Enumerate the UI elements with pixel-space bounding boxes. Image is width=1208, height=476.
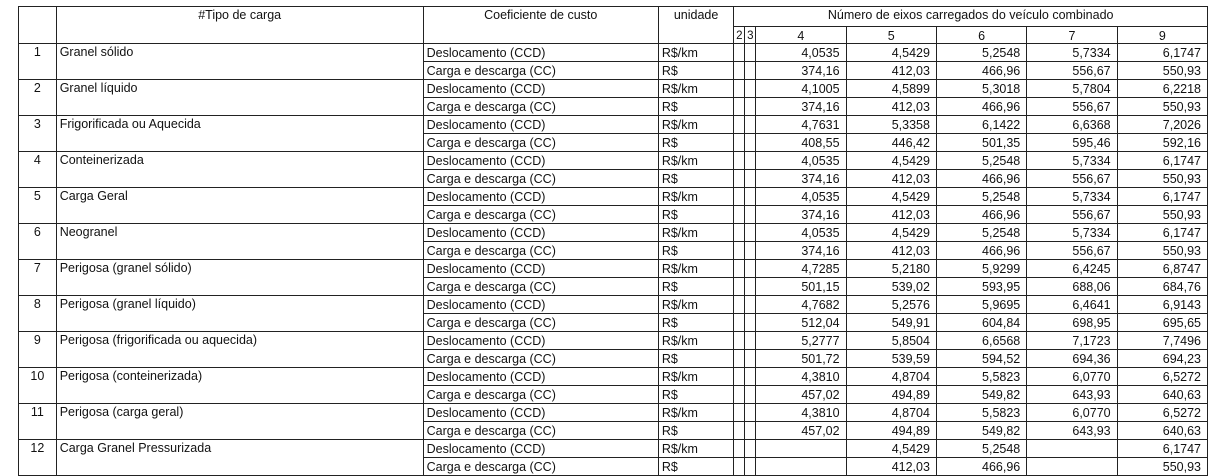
value-axis-7: 6,4641 <box>1027 296 1117 314</box>
coef-ccd-label: Deslocamento (CCD) <box>423 80 658 98</box>
axis-header-5: 5 <box>846 27 936 44</box>
row-number: 12 <box>19 440 57 476</box>
value-axis-7: 643,93 <box>1027 422 1117 440</box>
value-axis-4: 4,0535 <box>756 152 846 170</box>
value-axis-3 <box>745 224 756 242</box>
value-axis-2 <box>734 80 745 98</box>
value-axis-7: 6,0770 <box>1027 368 1117 386</box>
value-axis-7: 556,67 <box>1027 98 1117 116</box>
value-axis-7: 556,67 <box>1027 170 1117 188</box>
value-axis-7: 556,67 <box>1027 206 1117 224</box>
value-axis-2 <box>734 386 745 404</box>
table-row <box>19 404 1208 422</box>
unit-cc: R$ <box>658 134 734 152</box>
header-coef: Coeficiente de custo <box>423 7 658 44</box>
value-axis-7: 688,06 <box>1027 278 1117 296</box>
table-row <box>19 80 1208 98</box>
value-axis-4: 4,0535 <box>756 44 846 62</box>
unit-cc: R$ <box>658 206 734 224</box>
value-axis-9: 695,65 <box>1117 314 1207 332</box>
value-axis-4: 374,16 <box>756 206 846 224</box>
value-axis-7: 698,95 <box>1027 314 1117 332</box>
value-axis-6: 604,84 <box>936 314 1026 332</box>
unit-cc: R$ <box>658 242 734 260</box>
axis-header-2: 2 <box>734 27 745 44</box>
coef-cc-label: Carga e descarga (CC) <box>423 458 658 476</box>
value-axis-6: 5,9299 <box>936 260 1026 278</box>
value-axis-4: 4,7682 <box>756 296 846 314</box>
value-axis-3 <box>745 134 756 152</box>
value-axis-2 <box>734 422 745 440</box>
header-eixos: Número de eixos carregados do veículo combinado <box>734 7 1208 27</box>
unit-cc: R$ <box>658 350 734 368</box>
value-axis-5: 412,03 <box>846 98 936 116</box>
table-row <box>19 224 1208 242</box>
unit-cc: R$ <box>658 98 734 116</box>
value-axis-6: 466,96 <box>936 170 1026 188</box>
value-axis-9: 640,63 <box>1117 386 1207 404</box>
row-number: 8 <box>19 296 57 332</box>
unit-ccd: R$/km <box>658 296 734 314</box>
value-axis-5: 5,2180 <box>846 260 936 278</box>
value-axis-7: 694,36 <box>1027 350 1117 368</box>
cargo-type: Perigosa (conteinerizada) <box>56 368 423 404</box>
value-axis-9: 6,1747 <box>1117 188 1207 206</box>
value-axis-5: 412,03 <box>846 458 936 476</box>
coef-ccd-label: Deslocamento (CCD) <box>423 368 658 386</box>
value-axis-6: 6,6568 <box>936 332 1026 350</box>
value-axis-4: 408,55 <box>756 134 846 152</box>
cargo-type: Granel líquido <box>56 80 423 116</box>
value-axis-6: 466,96 <box>936 458 1026 476</box>
value-axis-5: 539,02 <box>846 278 936 296</box>
coef-cc-label: Carga e descarga (CC) <box>423 170 658 188</box>
header-row <box>19 7 1208 27</box>
value-axis-9: 6,8747 <box>1117 260 1207 278</box>
value-axis-3 <box>745 440 756 458</box>
value-axis-2 <box>734 206 745 224</box>
value-axis-5: 4,5429 <box>846 224 936 242</box>
value-axis-7: 5,7334 <box>1027 188 1117 206</box>
coef-cc-label: Carga e descarga (CC) <box>423 62 658 80</box>
header-num <box>19 7 57 44</box>
value-axis-5: 4,8704 <box>846 368 936 386</box>
cargo-type: Carga Geral <box>56 188 423 224</box>
coef-ccd-label: Deslocamento (CCD) <box>423 44 658 62</box>
value-axis-6: 593,95 <box>936 278 1026 296</box>
value-axis-9: 6,1747 <box>1117 440 1207 458</box>
value-axis-2 <box>734 62 745 80</box>
table-row <box>19 116 1208 134</box>
value-axis-9: 550,93 <box>1117 458 1207 476</box>
unit-cc: R$ <box>658 62 734 80</box>
value-axis-4: 501,15 <box>756 278 846 296</box>
value-axis-2 <box>734 260 745 278</box>
value-axis-4: 4,7285 <box>756 260 846 278</box>
cargo-type: Perigosa (carga geral) <box>56 404 423 440</box>
value-axis-2 <box>734 458 745 476</box>
value-axis-7: 556,67 <box>1027 242 1117 260</box>
value-axis-5: 5,3358 <box>846 116 936 134</box>
value-axis-4: 5,2777 <box>756 332 846 350</box>
value-axis-6: 5,3018 <box>936 80 1026 98</box>
value-axis-9: 7,2026 <box>1117 116 1207 134</box>
value-axis-5: 4,5899 <box>846 80 936 98</box>
unit-cc: R$ <box>658 170 734 188</box>
value-axis-3 <box>745 98 756 116</box>
value-axis-9: 7,7496 <box>1117 332 1207 350</box>
coef-ccd-label: Deslocamento (CCD) <box>423 116 658 134</box>
coef-ccd-label: Deslocamento (CCD) <box>423 404 658 422</box>
value-axis-6: 466,96 <box>936 98 1026 116</box>
cargo-type: Perigosa (frigorificada ou aquecida) <box>56 332 423 368</box>
coef-cc-label: Carga e descarga (CC) <box>423 278 658 296</box>
value-axis-3 <box>745 422 756 440</box>
value-axis-9: 6,5272 <box>1117 404 1207 422</box>
value-axis-3 <box>745 386 756 404</box>
axis-header-3: 3 <box>745 27 756 44</box>
value-axis-4: 501,72 <box>756 350 846 368</box>
value-axis-4: 512,04 <box>756 314 846 332</box>
value-axis-9: 6,1747 <box>1117 44 1207 62</box>
unit-ccd: R$/km <box>658 332 734 350</box>
value-axis-6: 466,96 <box>936 242 1026 260</box>
axis-header-7: 7 <box>1027 27 1117 44</box>
value-axis-5: 4,8704 <box>846 404 936 422</box>
value-axis-9: 6,2218 <box>1117 80 1207 98</box>
table-row <box>19 296 1208 314</box>
value-axis-4: 457,02 <box>756 386 846 404</box>
value-axis-9: 592,16 <box>1117 134 1207 152</box>
value-axis-5: 539,59 <box>846 350 936 368</box>
value-axis-3 <box>745 170 756 188</box>
value-axis-4: 4,0535 <box>756 224 846 242</box>
value-axis-3 <box>745 188 756 206</box>
value-axis-4: 374,16 <box>756 62 846 80</box>
value-axis-3 <box>745 350 756 368</box>
value-axis-6: 5,2548 <box>936 440 1026 458</box>
value-axis-6: 466,96 <box>936 62 1026 80</box>
value-axis-4: 4,0535 <box>756 188 846 206</box>
value-axis-9: 550,93 <box>1117 62 1207 80</box>
value-axis-2 <box>734 350 745 368</box>
coef-ccd-label: Deslocamento (CCD) <box>423 332 658 350</box>
coef-ccd-label: Deslocamento (CCD) <box>423 296 658 314</box>
table-row <box>19 152 1208 170</box>
coef-ccd-label: Deslocamento (CCD) <box>423 440 658 458</box>
table-row <box>19 368 1208 386</box>
value-axis-4: 4,7631 <box>756 116 846 134</box>
value-axis-2 <box>734 296 745 314</box>
value-axis-5: 446,42 <box>846 134 936 152</box>
value-axis-7: 5,7334 <box>1027 44 1117 62</box>
header-unidade: unidade <box>658 7 734 44</box>
value-axis-5: 549,91 <box>846 314 936 332</box>
value-axis-5: 412,03 <box>846 62 936 80</box>
value-axis-3 <box>745 242 756 260</box>
row-number: 10 <box>19 368 57 404</box>
header-tipo: #Tipo de carga <box>56 7 423 44</box>
value-axis-9: 6,5272 <box>1117 368 1207 386</box>
value-axis-9: 6,1747 <box>1117 224 1207 242</box>
value-axis-9: 550,93 <box>1117 242 1207 260</box>
value-axis-3 <box>745 458 756 476</box>
table-row <box>19 332 1208 350</box>
unit-ccd: R$/km <box>658 80 734 98</box>
value-axis-7: 7,1723 <box>1027 332 1117 350</box>
value-axis-5: 412,03 <box>846 242 936 260</box>
value-axis-7: 643,93 <box>1027 386 1117 404</box>
row-number: 11 <box>19 404 57 440</box>
value-axis-5: 4,5429 <box>846 440 936 458</box>
cargo-type: Conteinerizada <box>56 152 423 188</box>
cargo-type: Perigosa (granel sólido) <box>56 260 423 296</box>
value-axis-7: 6,6368 <box>1027 116 1117 134</box>
axis-header-4: 4 <box>756 27 846 44</box>
row-number: 1 <box>19 44 57 80</box>
value-axis-6: 5,2548 <box>936 224 1026 242</box>
row-number: 5 <box>19 188 57 224</box>
value-axis-3 <box>745 44 756 62</box>
value-axis-4: 4,3810 <box>756 404 846 422</box>
coef-ccd-label: Deslocamento (CCD) <box>423 188 658 206</box>
axis-header-9: 9 <box>1117 27 1207 44</box>
value-axis-6: 5,2548 <box>936 152 1026 170</box>
value-axis-9: 550,93 <box>1117 170 1207 188</box>
unit-ccd: R$/km <box>658 152 734 170</box>
value-axis-9: 694,23 <box>1117 350 1207 368</box>
value-axis-2 <box>734 368 745 386</box>
value-axis-5: 4,5429 <box>846 188 936 206</box>
value-axis-3 <box>745 404 756 422</box>
cargo-type: Perigosa (granel líquido) <box>56 296 423 332</box>
value-axis-5: 412,03 <box>846 170 936 188</box>
value-axis-2 <box>734 134 745 152</box>
value-axis-5: 5,8504 <box>846 332 936 350</box>
coef-ccd-label: Deslocamento (CCD) <box>423 260 658 278</box>
row-number: 9 <box>19 332 57 368</box>
value-axis-2 <box>734 440 745 458</box>
value-axis-7: 595,46 <box>1027 134 1117 152</box>
value-axis-6: 549,82 <box>936 422 1026 440</box>
value-axis-9: 550,93 <box>1117 206 1207 224</box>
value-axis-3 <box>745 332 756 350</box>
value-axis-2 <box>734 44 745 62</box>
unit-cc: R$ <box>658 314 734 332</box>
unit-ccd: R$/km <box>658 116 734 134</box>
cargo-type: Carga Granel Pressurizada <box>56 440 423 476</box>
value-axis-4: 4,3810 <box>756 368 846 386</box>
value-axis-6: 5,9695 <box>936 296 1026 314</box>
value-axis-2 <box>734 116 745 134</box>
coef-ccd-label: Deslocamento (CCD) <box>423 152 658 170</box>
unit-ccd: R$/km <box>658 404 734 422</box>
value-axis-2 <box>734 332 745 350</box>
coef-cc-label: Carga e descarga (CC) <box>423 314 658 332</box>
unit-ccd: R$/km <box>658 368 734 386</box>
unit-cc: R$ <box>658 458 734 476</box>
freight-cost-table <box>18 6 1208 476</box>
cargo-type: Frigorificada ou Aquecida <box>56 116 423 152</box>
value-axis-2 <box>734 314 745 332</box>
value-axis-4 <box>756 440 846 458</box>
row-number: 2 <box>19 80 57 116</box>
value-axis-5: 412,03 <box>846 206 936 224</box>
coef-cc-label: Carga e descarga (CC) <box>423 134 658 152</box>
value-axis-6: 6,1422 <box>936 116 1026 134</box>
unit-ccd: R$/km <box>658 44 734 62</box>
value-axis-2 <box>734 242 745 260</box>
value-axis-4: 374,16 <box>756 242 846 260</box>
value-axis-2 <box>734 404 745 422</box>
table-row <box>19 440 1208 458</box>
value-axis-5: 494,89 <box>846 386 936 404</box>
value-axis-2 <box>734 98 745 116</box>
value-axis-7 <box>1027 440 1117 458</box>
value-axis-9: 684,76 <box>1117 278 1207 296</box>
value-axis-7: 6,4245 <box>1027 260 1117 278</box>
value-axis-7: 5,7804 <box>1027 80 1117 98</box>
value-axis-3 <box>745 152 756 170</box>
row-number: 7 <box>19 260 57 296</box>
value-axis-4: 4,1005 <box>756 80 846 98</box>
value-axis-9: 640,63 <box>1117 422 1207 440</box>
value-axis-6: 549,82 <box>936 386 1026 404</box>
coef-cc-label: Carga e descarga (CC) <box>423 386 658 404</box>
value-axis-5: 4,5429 <box>846 44 936 62</box>
value-axis-6: 466,96 <box>936 206 1026 224</box>
value-axis-4: 374,16 <box>756 170 846 188</box>
value-axis-6: 5,2548 <box>936 44 1026 62</box>
table-row <box>19 188 1208 206</box>
unit-ccd: R$/km <box>658 188 734 206</box>
value-axis-3 <box>745 296 756 314</box>
value-axis-3 <box>745 260 756 278</box>
value-axis-6: 5,5823 <box>936 368 1026 386</box>
coef-cc-label: Carga e descarga (CC) <box>423 422 658 440</box>
value-axis-5: 494,89 <box>846 422 936 440</box>
value-axis-7: 5,7334 <box>1027 224 1117 242</box>
value-axis-7: 556,67 <box>1027 62 1117 80</box>
row-number: 3 <box>19 116 57 152</box>
value-axis-3 <box>745 368 756 386</box>
coef-cc-label: Carga e descarga (CC) <box>423 98 658 116</box>
value-axis-5: 4,5429 <box>846 152 936 170</box>
coef-cc-label: Carga e descarga (CC) <box>423 242 658 260</box>
coef-ccd-label: Deslocamento (CCD) <box>423 224 658 242</box>
value-axis-2 <box>734 152 745 170</box>
value-axis-5: 5,2576 <box>846 296 936 314</box>
unit-ccd: R$/km <box>658 260 734 278</box>
value-axis-6: 501,35 <box>936 134 1026 152</box>
axis-header-6: 6 <box>936 27 1026 44</box>
value-axis-4 <box>756 458 846 476</box>
value-axis-6: 594,52 <box>936 350 1026 368</box>
value-axis-2 <box>734 224 745 242</box>
unit-cc: R$ <box>658 386 734 404</box>
unit-cc: R$ <box>658 278 734 296</box>
value-axis-3 <box>745 314 756 332</box>
value-axis-6: 5,2548 <box>936 188 1026 206</box>
table-row <box>19 44 1208 62</box>
value-axis-3 <box>745 62 756 80</box>
row-number: 4 <box>19 152 57 188</box>
cargo-type: Granel sólido <box>56 44 423 80</box>
value-axis-9: 6,9143 <box>1117 296 1207 314</box>
unit-cc: R$ <box>658 422 734 440</box>
row-number: 6 <box>19 224 57 260</box>
value-axis-4: 374,16 <box>756 98 846 116</box>
value-axis-3 <box>745 206 756 224</box>
value-axis-7 <box>1027 458 1117 476</box>
value-axis-9: 6,1747 <box>1117 152 1207 170</box>
unit-ccd: R$/km <box>658 224 734 242</box>
value-axis-3 <box>745 80 756 98</box>
value-axis-6: 5,5823 <box>936 404 1026 422</box>
value-axis-9: 550,93 <box>1117 98 1207 116</box>
coef-cc-label: Carga e descarga (CC) <box>423 206 658 224</box>
value-axis-4: 457,02 <box>756 422 846 440</box>
value-axis-3 <box>745 278 756 296</box>
table-row <box>19 260 1208 278</box>
value-axis-3 <box>745 116 756 134</box>
cargo-type: Neogranel <box>56 224 423 260</box>
value-axis-2 <box>734 278 745 296</box>
value-axis-7: 6,0770 <box>1027 404 1117 422</box>
unit-ccd: R$/km <box>658 440 734 458</box>
value-axis-2 <box>734 170 745 188</box>
coef-cc-label: Carga e descarga (CC) <box>423 350 658 368</box>
value-axis-7: 5,7334 <box>1027 152 1117 170</box>
value-axis-2 <box>734 188 745 206</box>
